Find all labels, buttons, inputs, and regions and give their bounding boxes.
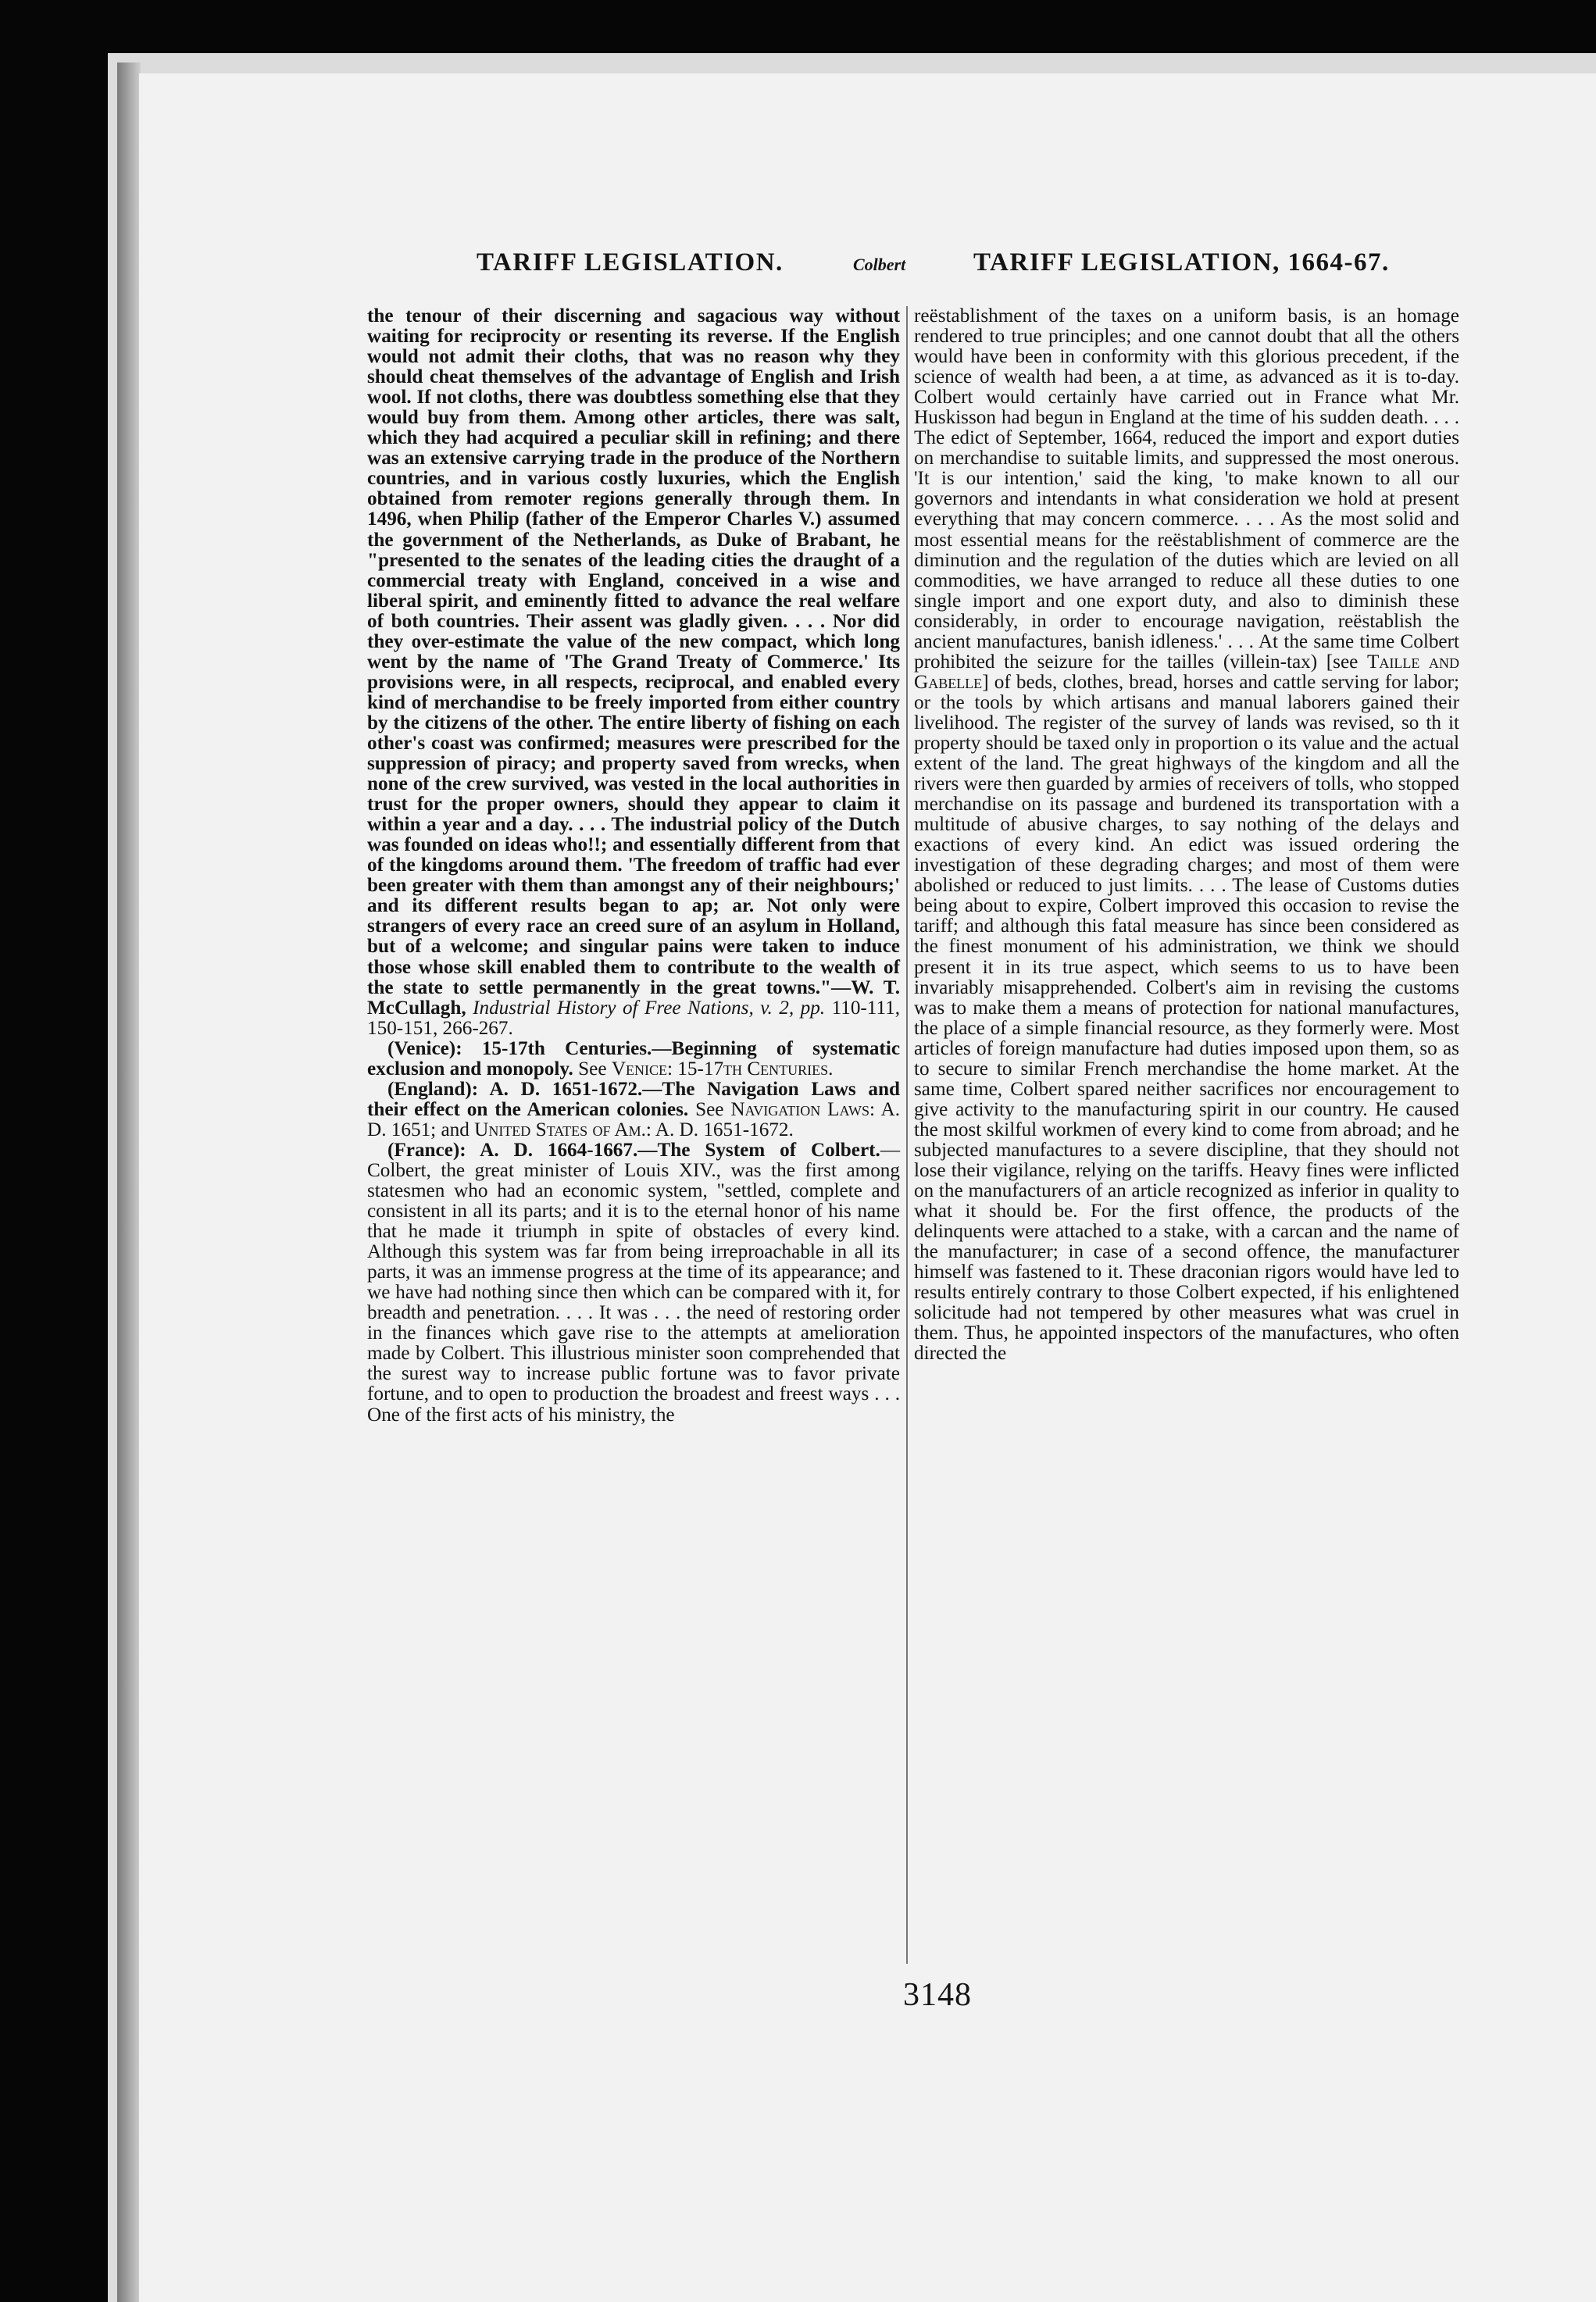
column-divider: [906, 306, 908, 1964]
header-catchword: Colbert: [853, 255, 906, 274]
see-label: See: [578, 1058, 607, 1080]
paragraph-text: —Colbert, the great minister of Louis XIV., was the first among statesmen who had an economic system, "settled, complete and consistent in all its parts; and it is to the eternal honor of his name that he made it triumph in spite of obstacles of every kind. Although this system was far from being irreproachable in all its parts, it was an immense progress at the time of its appearance; and we have had nothing since then which can be compared with it, for breadth and penetration. . . . It was . . . the need of restoring order in the finances which gave rise to the attempts at amelioration made by Colbert. This illustrious minister soon comprehended that the surest way to increase public fortune was to favor private fortune, and to open to production the broadest and freest ways . . . One of the first acts of his ministry, the: [367, 1139, 900, 1426]
paragraph-text: ] of beds, clothes, bread, horses and cattle serving for labor; or the tools by which artisans and manual laborers gained their livelihood. The register of the survey of lands was revised, so th it property should be taxed only in proportion o its value and the actual extent of the land. The great highways of the kingdom and all the rivers were then guarded by armies of receivers of tolls, who stopped merchandise on its passage and burdened its transportation with a multitude of abusive charges, to say nothing of the delays and exactions of every kind. An edict was issued ordering the investigation of these degrading charges; and most of them were abolished or reduced to just limits. . . . The lease of Customs duties being about to expire, Colbert improved this occasion to revise the tariff; and although this fatal measure has since been considered as the finest monument of his administration, we think we should present it in its true aspect, which seems to us to have been invariably misapprehended. Colbert's aim in revising the customs was to make them a means of protection for national manufactures, the place of a simple financial resource, as they formerly were. Most articles of foreign manufacture had duties imposed upon them, so as to secure to similar French merchandise the home market. At the same time, Colbert spared neither sacrifices nor encouragement to give activity to the manufacturing spirit in our country. He caused the most skilful workmen of every kind to come from abroad; and he subjected manufactures to a severe discipline, that they should not lose their vigilance, relying on the tariffs. Heavy fines were inflicted on the manufacturers of an article recognized as inferior in quality to what it should be. For the first offence, the products of the delinquents were attached to a stake, with a carcan and the name of the manufacturer; in case of a second offence, the manufacturer himself was fastened to it. These draconian rigors would have led to results entirely contrary to those Colbert expected, if his enlightened solicitude had not tempered by other measures what was cruel in them. Thus, he appointed inspectors of the manufactures, who often directed the: [914, 671, 1459, 1365]
right-column: [914, 306, 1459, 1986]
page-number: 3148: [903, 1977, 972, 2013]
entry-heading: (England): A. D. 1651-1672.—The Navigation Laws and their effect on the American colonies.: [367, 1078, 900, 1120]
header-left-title: TARIFF LEGISLATION.: [477, 248, 784, 277]
entry-england: [367, 1080, 900, 1140]
paragraph: [914, 306, 1459, 1364]
entry-france: [367, 1140, 900, 1426]
page-edge-shadow: [117, 62, 141, 2302]
entry-venice: [367, 1039, 900, 1080]
paragraph-text: reëstablishment of the taxes on a uniform basis, is an homage rendered to true principles; and one cannot doubt that all the others would have been in conformity with this glorious precedent, if the science of wealth had been, a at time, as advanced as it is to-day. Colbert would certainly have carried out in France what Mr. Huskisson had begun in England at the time of his sudden death. . . . The edict of September, 1664, reduced the import and export duties on merchandise to suitable limits, and suppressed the most onerous. 'It is our intention,' said the king, 'to make known to all our governors and intendants in what consideration we hold at present everything that may concern commerce. . . . As the most solid and most essential means for the reëstablishment of commerce are the diminution and the regulation of the duties which are levied on all commodities, we have arranged to reduce all these duties to one single import and one export duty, and also to diminish these considerably, in order to encourage navigation, reëstablish the ancient manufactures, banish idleness.' . . . At the same time Colbert prohibited the seizure for the tailles (villein-tax) [see: [914, 305, 1459, 673]
entry-heading: (Venice): 15-17th Centuries.—Beginning of systematic exclusion and monopoly.: [367, 1037, 900, 1080]
conjunction: and: [441, 1119, 470, 1140]
cross-reference: Venice: 15-17th Centuries.: [611, 1058, 834, 1080]
cross-reference: Navigation Laws: A. D. 1651;: [367, 1098, 901, 1140]
paragraph: [367, 306, 900, 1039]
running-header: [0, 248, 1596, 280]
cross-reference: United States of Am.: A. D. 1651-1672.: [474, 1119, 794, 1140]
citation-pages: 110-111, 150-151, 266-267.: [367, 997, 901, 1039]
citation-title: Industrial History of Free Nations, v. 2, pp.: [473, 997, 826, 1019]
see-label: See: [695, 1098, 724, 1120]
left-column: [367, 306, 900, 1970]
entry-heading: (France): A. D. 1664-1667.—The System of Colbert.: [387, 1139, 880, 1161]
header-right-title: TARIFF LEGISLATION, 1664-67.: [973, 248, 1390, 277]
paragraph-text-bold-opening: the tenour of their discerning and sagacious way without waiting for reciprocity or resenting its reverse. If the English would not admit their cloths, that was no reason why they should cheat themselves of the advantage of English and Irish wool. If not cloths, there was doubtless something else that they would buy from them. Among other articles, there was salt, which they had acquired a peculiar skill in refining; and there was an extensive carrying trade in the produce of the Northern countries, and in various costly luxuries, which the English obtained from remoter regions generally through them. In 1496, when Philip (father of the Emperor Charles V.) assumed the government of the Netherlands, as Duke of Brabant, he "presented to the senates of the leading cities the draught of a commercial treaty with England, conceived in a wise and liberal spirit, and eminently fitted to advance the real welfare of both countries. Their assent was gladly given. . . . Nor did they over-estimate the value of the new compact, which long went by the name of 'The Grand Treaty of Commerce.' Its provisions were, in all respects, reciprocal, and enabled every kind of merchandise to be freely imported from either country by the citizens of the other. The entire liberty of fishing on each other's coast was confirmed; measures were prescribed for the suppression of piracy; and property saved from wrecks, when none of the crew survived, was vested in the local authorities in trust for the proper owners, should they appear to claim it within a year and a day. . . . The industrial policy of the Dutch was founded on ideas who!!; and essentially different from that of the kingdoms around them. 'The freedom of traffic had ever been greater with them than amongst any of their neighbours;' and its different results began to ap; ar. Not only were strangers of every race an creed sure of an asylum in Holland, but of a welcome; and singular pains were taken to induce those whose skill enabled them to contribute to the wealth of the state to settle permanently in the great towns."—W. T. McCullagh,: [367, 305, 900, 1019]
cross-reference: Taille and Gabelle: [914, 651, 1459, 693]
